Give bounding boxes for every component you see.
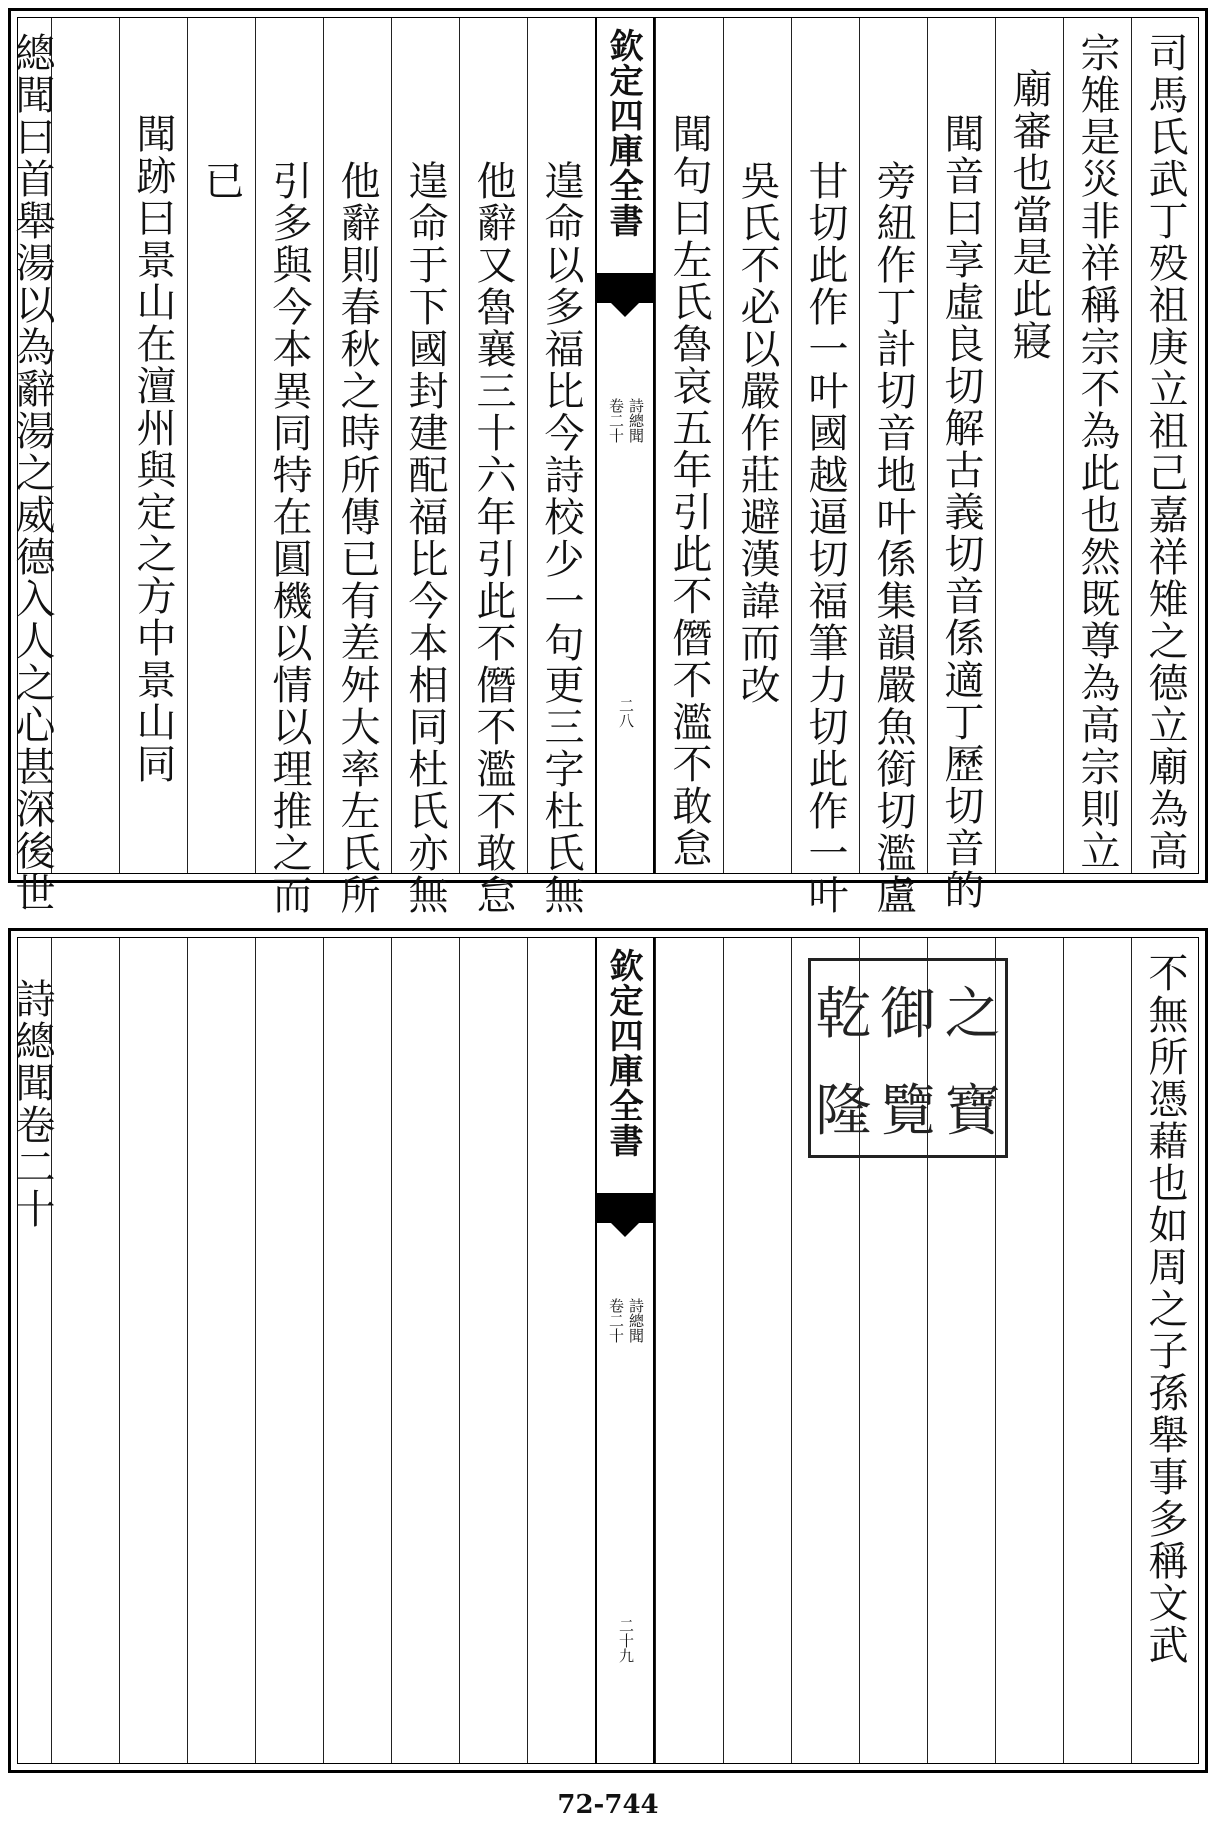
center-strip bbox=[595, 18, 655, 873]
text-column bbox=[323, 18, 392, 916]
column-text: 吳氏不必以嚴作莊避漢諱而改 bbox=[734, 160, 780, 706]
text-column bbox=[1131, 938, 1200, 1763]
text-column bbox=[119, 18, 188, 873]
column-text: 旁紐作丁計切音地叶係集韻嚴魚銜切濫盧 bbox=[870, 160, 916, 916]
strip-book-title: 詩總聞 bbox=[627, 398, 645, 443]
text-column bbox=[655, 18, 724, 873]
text-column bbox=[187, 938, 256, 1763]
column-text: 他辭則春秋之時所傳已有差舛大率左氏所 bbox=[334, 160, 380, 916]
text-column bbox=[927, 18, 996, 911]
seal-char: 御 bbox=[879, 981, 936, 1047]
bottom-page bbox=[8, 928, 1208, 1773]
text-column bbox=[527, 18, 596, 916]
text-column bbox=[791, 18, 860, 916]
text-column bbox=[527, 938, 596, 1763]
text-column bbox=[391, 938, 460, 1763]
column-text: 遑命以多福比今詩校少一句更三字杜氏無 bbox=[538, 160, 584, 916]
seal-char: 之 bbox=[944, 981, 1001, 1047]
center-strip bbox=[595, 938, 655, 1763]
text-column bbox=[459, 18, 528, 916]
column-text: 不無所憑藉也如周之子孫舉事多稱文武 bbox=[1142, 952, 1188, 1666]
seal-char: 寶 bbox=[944, 1078, 1001, 1144]
text-column bbox=[995, 18, 1064, 873]
strip-title: 欽定四庫全書 bbox=[603, 948, 643, 1158]
strip-volume: 卷二十 bbox=[607, 1298, 625, 1343]
text-column bbox=[723, 18, 792, 873]
volume-end-title: 詩總聞卷二十 bbox=[9, 978, 55, 1230]
column-text: 聞跡曰景山在澶州與定之方中景山同 bbox=[130, 113, 176, 785]
column-text: 引多與今本異同特在圓機以情以理推之而 bbox=[266, 160, 312, 916]
column-text: 聞句曰左氏魯哀五年引此不僭不濫不敢怠 bbox=[666, 113, 712, 869]
strip-leaf-number: 二十九 bbox=[617, 1618, 635, 1663]
strip-title: 欽定四庫全書 bbox=[603, 28, 643, 238]
text-column bbox=[51, 938, 120, 1763]
fishtail-ornament bbox=[597, 273, 653, 303]
text-column bbox=[655, 938, 724, 1763]
imperial-seal-stamp bbox=[808, 958, 1008, 1158]
text-column bbox=[391, 18, 460, 916]
fishtail-ornament bbox=[597, 1193, 653, 1223]
text-column bbox=[859, 18, 928, 916]
column-text: 已 bbox=[198, 160, 244, 202]
text-column bbox=[9, 938, 55, 1763]
column-text: 甘切此作一叶國越逼切福筆力切此作一叶 bbox=[802, 160, 848, 916]
text-column bbox=[51, 18, 120, 873]
column-text: 司馬氏武丁殁祖庚立祖己嘉祥雉之德立廟為高 bbox=[1142, 32, 1188, 872]
text-column bbox=[323, 938, 392, 1763]
text-column bbox=[9, 18, 55, 914]
text-column bbox=[723, 938, 792, 1763]
text-column bbox=[1063, 18, 1132, 873]
strip-volume: 卷二十 bbox=[607, 398, 625, 443]
text-column bbox=[459, 938, 528, 1763]
column-text: 聞音曰享虛良切解古義切音係適丁歷切音的 bbox=[938, 113, 984, 911]
column-text: 廟審也當是此寢 bbox=[1006, 68, 1052, 362]
text-column bbox=[255, 938, 324, 1763]
strip-leaf-number: 二八 bbox=[617, 698, 635, 728]
top-page bbox=[8, 8, 1208, 916]
text-column bbox=[1063, 938, 1132, 1763]
seal-char: 隆 bbox=[815, 1078, 872, 1144]
text-column bbox=[187, 18, 256, 873]
column-text: 遑命于下國封建配福比今本相同杜氏亦無 bbox=[402, 160, 448, 916]
seal-char: 覽 bbox=[879, 1078, 936, 1144]
text-column bbox=[255, 18, 324, 916]
page-number: 72-744 bbox=[557, 1790, 659, 1820]
column-text: 他辭又魯襄三十六年引此不僭不濫不敢怠 bbox=[470, 160, 516, 916]
bottom-page-frame bbox=[9, 937, 1199, 1764]
column-text: 總聞曰首舉湯以為辭湯之威德入人之心甚深後世 bbox=[9, 32, 55, 914]
text-column bbox=[1131, 18, 1200, 873]
text-column bbox=[119, 938, 188, 1763]
strip-book-title: 詩總聞 bbox=[627, 1298, 645, 1343]
top-page-frame bbox=[9, 17, 1199, 916]
seal-char: 乾 bbox=[815, 981, 872, 1047]
column-text: 宗雉是災非祥稱宗不為此也然既尊為高宗則立 bbox=[1074, 32, 1120, 872]
